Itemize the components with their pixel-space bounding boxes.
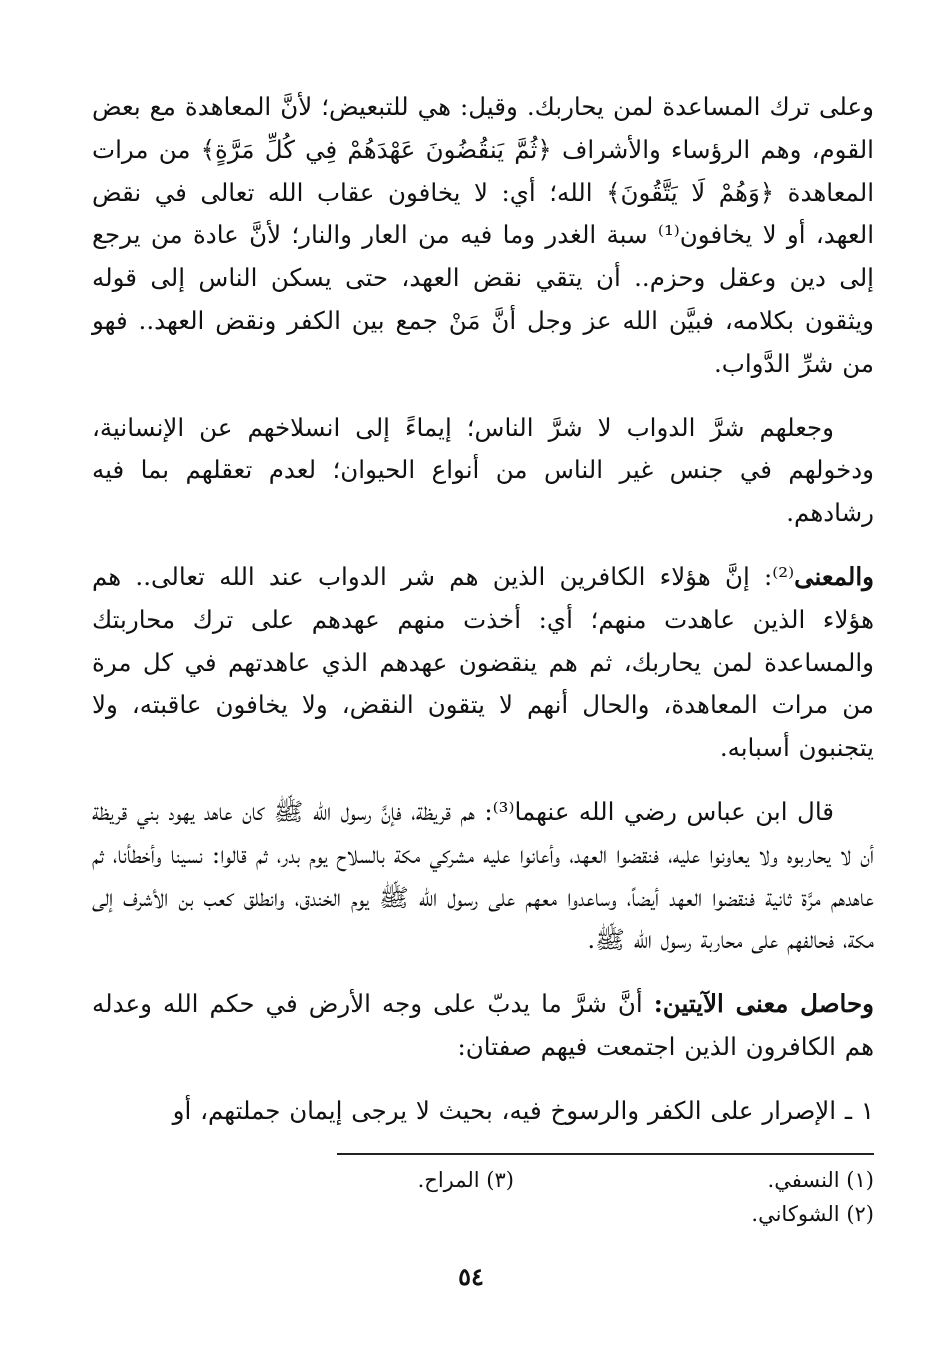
paragraph-5-lead: وحاصل معنى الآيتين: <box>653 989 874 1019</box>
paragraph-3-text: ⁽²⁾: إنَّ هؤلاء الكافرين الذين هم شر الدواب عند الله تعالى.. هم هؤلاء الذين عاهدت منهم؛ أي: أخذت منهم عهدهم على ترك محاربتك والمساعدة لمن يحاربك، ثم هم ينقضون عهدهم الذي عاهدتهم في كل مرة من مرات المعاهدة، والحال أنهم لا يتقون النقض، ولا يخافون عاقبته، ولا يتجنبون أسبابه. <box>92 561 874 763</box>
paragraph-3-lead: والمعنى <box>794 561 874 591</box>
paragraph-1 <box>92 86 874 386</box>
footnote-row-2 <box>92 1197 874 1231</box>
paragraph-6-text: ١ ـ الإصرار على الكفر والرسوخ فيه، بحيث لا يرجى إيمان جملتهم، أو <box>172 1095 874 1125</box>
footnote-row-1 <box>92 1163 874 1197</box>
page-body <box>92 86 874 1133</box>
paragraph-2-text: وجعلهم شرَّ الدواب لا شرَّ الناس؛ إيماءً إلى انسلاخهم عن الإنسانية، ودخولهم في جنس غير الناس من أنواع الحيوان؛ لعدم تعقلهم بما فيه رشادهم. <box>92 412 874 528</box>
paragraph-2 <box>92 407 874 535</box>
paragraph-5 <box>92 983 874 1069</box>
paragraph-5-text: أنَّ شرَّ ما يدبّ على وجه الأرض في حكم الله وعدله هم الكافرون الذين اجتمعت فيهم صفتان: <box>92 989 874 1061</box>
footnote-3: (٣) المراح. <box>417 1168 514 1192</box>
paragraph-6 <box>92 1090 874 1133</box>
page-number: ٥٤ <box>458 1262 484 1291</box>
footnotes <box>92 1163 874 1231</box>
footnote-1: (١) النسفي. <box>767 1168 874 1192</box>
paragraph-3 <box>92 556 874 770</box>
paragraph-1-text: وعلى ترك المساعدة لمن يحاربك. وقيل: هي للتبعيض؛ لأنَّ المعاهدة مع بعض القوم، وهم الرؤساء والأشراف ﴿ثُمَّ يَنقُضُونَ عَهْدَهُمْ فِي كُلِّ مَرَّةٍ﴾ من مرات المعاهدة ﴿وَهُمْ لَا يَتَّقُونَ﴾ الله؛ أي: لا يخافون عقاب الله تعالى في نقض العهد، أو لا يخافون⁽¹⁾ سبة الغدر وما فيه من العار والنار؛ لأنَّ عادة من يرجع إلى دين وعقل وحزم.. أن يتقي نقض العهد، حتى يسكن الناس إلى قوله ويثقون بكلامه، فبيَّن الله عز وجل أنَّ مَنْ جمع بين الكفر ونقض العهد.. فهو من شرِّ الدَّواب. <box>92 92 875 378</box>
footnote-2: (٢) الشوكاني. <box>751 1202 874 1226</box>
paragraph-4 <box>92 791 874 962</box>
paragraph-4-text: قال ابن عباس رضي الله عنهما⁽³⁾: هم قريظة، فإنَّ رسول الله ﷺ كان عاهد يهود بني قريظة أن لا يحاربوه ولا يعاونوا عليه، فنقضوا العهد، وأعانوا عليه مشركي مكة بالسلاح يوم بدر، ثم قالوا: نسينا وأخطأنا، ثم عاهدهم مرَّة ثانية فنقضوا العهد أيضاً، وساعدوا معهم على رسول الله ﷺ يوم الخندق، وانطلق كعب بن الأشرف إلى مكة، فحالفهم على محاربة رسول الله ﷺ. <box>92 796 874 955</box>
footnote-divider <box>337 1153 874 1155</box>
